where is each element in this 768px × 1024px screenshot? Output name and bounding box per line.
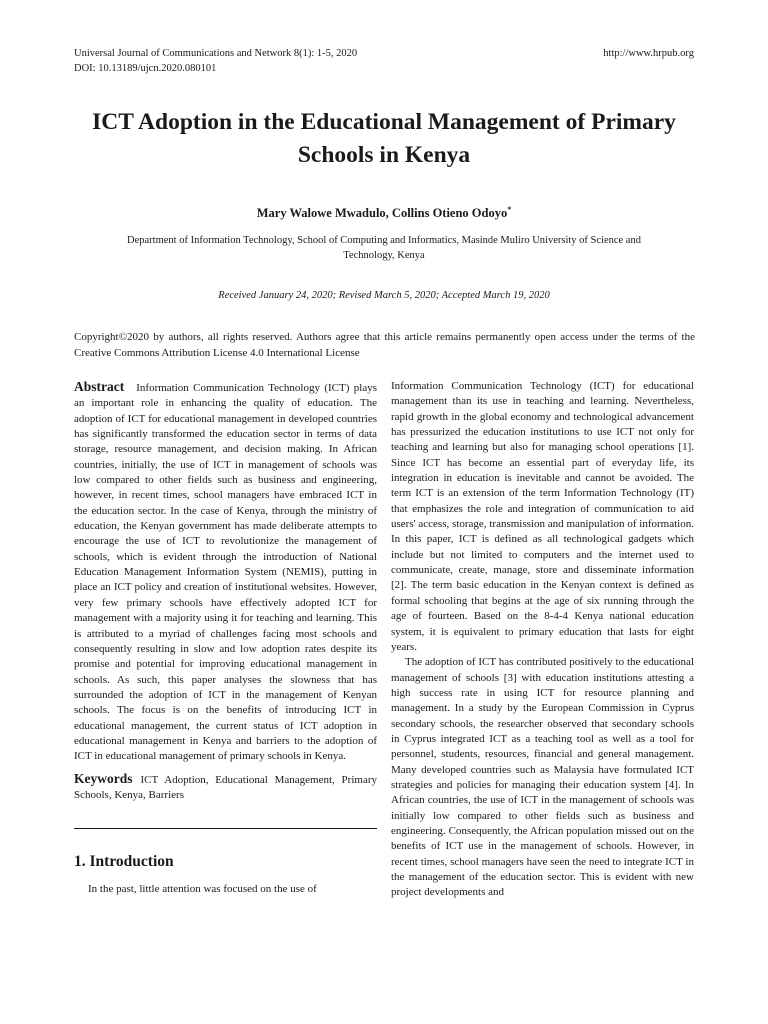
keywords-text: ICT Adoption, Educational Management, Primary Schools, Kenya, Barriers — [74, 773, 377, 801]
abstract-label: Abstract — [74, 379, 125, 394]
journal-citation: Universal Journal of Communications and Network 8(1): 1-5, 2020 — [74, 48, 358, 59]
section-divider — [74, 828, 377, 829]
author-names: Mary Walowe Mwadulo, Collins Otieno Odoyo — [256, 206, 508, 221]
corresponding-author-mark: * — [507, 205, 512, 214]
intro-paragraph-start: In the past, little attention was focused on the use of — [88, 883, 317, 896]
keywords-label: Keywords — [74, 770, 133, 786]
author-list — [74, 201, 694, 222]
abstract — [74, 379, 377, 765]
affiliation: Department of Information Technology, School of Computing and Informatics, Masinde Muliro University of Science and Technology, Kenya — [127, 235, 641, 261]
right-column — [391, 379, 694, 901]
intro-paragraph-continued: Information Communication Technology (ICT) for educational management than its use in teaching and learning. Nevertheless, rapid growth in the global economy and technological advancement has pressurized the education institutions to use ICT not only for teaching and learning but also for managing school operations [1]. Since ICT has become an essential part of everyday life, its integration in education is inevitable and cannot be avoided. The term ICT is an extension of the term Information Technology (IT) that emphasizes the role and integration of communication to aid users' access, storage, transmission and manipulation of information. In this paper, ICT is defined as all technological gadgets which include but not limited to computers and the internet used to communicate, create, manage, store and disseminate information [2]. The term basic education in the Kenyan context is defined as formal schooling that begins at the age of six running through the age of fourteen. Based on the 8-4-4 Kenya national education system, it is equivalent to primary education that lasts for eight years. — [391, 380, 694, 653]
copyright-notice: Copyright©2020 by authors, all rights reserved. Authors agree that this article remains permanently open access under the terms of the Creative Commons Attribution License 4.0 International License — [74, 331, 695, 359]
section-heading-introduction: 1. Introduction — [74, 853, 174, 871]
abstract-text: Information Communication Technology (ICT) plays an important role in enhancing the quality of education. The adoption of ICT for educational management in developed countries has significantly transformed the education sector in terms of data storage, resource management, and decision making. In African countries, initially, the use of ICT in management of schools was low compared to other fields such as business and engineering, however, in recent times, school managers have embraced ICT in the education sector. In the case of Kenya, through the ministry of education, the Kenyan government has made deliberate attempts to encourage the use of ICT to revolutionize the management of schools, which is evident through the introduction of National Education Management Information System (NEMIS), putting in place an ICT policy and creation of institutional websites. However, very few primary schools have effectively adopted ICT for management with a majority using it for teaching and learning. This is attributed to a myriad of challenges facing most schools and consequently resulting in slow and low adoption rates despite its promise and potential for improving educational management in schools. As such, this paper analyses the slowness that has surrounded the adoption of ICT in the management of Kenyan schools. The focus is on the benefits of introducing ICT in educational management, the current status of ICT adoption in educational management in Kenya and barriers to the adoption of ICT in educational management of primary schools in Kenya. — [74, 382, 377, 763]
intro-paragraph-2: The adoption of ICT has contributed positively to the educational management of schools [3] with education institutions attesting a high success rate in using ICT for resource planning and management. In a study by the European Commission in Cyprus secondary schools, the researcher observed that secondary schools in Cyprus integrated ICT as a teaching tool as well as a tool for personnel, students, resources, financial and general management. Many developed countries such as Malaysia have formulated ICT strategies and policies for managing their education system [4]. In African countries, the use of ICT in the management of schools was initially low compared to other fields such as business and engineering. Consequently, the African population missed out on the benefits of ICT use in the management of schools. However, in recent times, school managers have seen the need to integrate ICT in the management of the education sector. This is evident with new project developments and — [391, 656, 694, 899]
keywords — [74, 771, 377, 804]
left-column — [74, 379, 377, 898]
publication-dates: Received January 24, 2020; Revised March 5, 2020; Accepted March 19, 2020 — [218, 290, 550, 301]
journal-url[interactable]: http://www.hrpub.org — [603, 48, 694, 59]
paper-title: ICT Adoption in the Educational Management of Primary Schools in Kenya — [92, 109, 676, 168]
running-header — [74, 46, 357, 76]
doi: DOI: 10.13189/ujcn.2020.080101 — [74, 63, 217, 74]
